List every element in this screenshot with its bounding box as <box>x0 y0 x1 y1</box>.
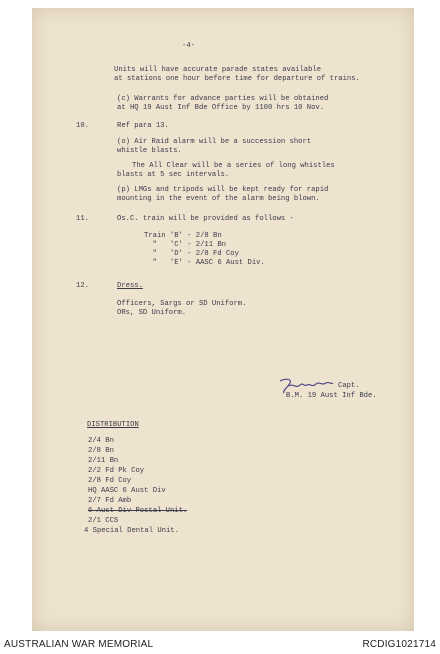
para-number: 10. <box>76 122 89 130</box>
distribution-item: 2/8 Fd Coy <box>88 477 132 485</box>
distribution-heading: DISTRIBUTION <box>87 421 139 429</box>
distribution-item: 2/8 Bn <box>88 447 114 455</box>
para-line: Ref para 13. <box>117 122 169 130</box>
train-row: " 'E' - AASC 6 Aust Div. <box>144 259 265 267</box>
distribution-item: 4 Special Dental Unit. <box>84 527 179 535</box>
para-line: (p) LMGs and tripods will be kept ready for rapid <box>117 186 329 194</box>
archive-footer <box>0 636 440 654</box>
para-line: The All Clear will be a series of long whistles <box>132 162 335 170</box>
archive-reference: RCDIG1021714 <box>362 639 436 650</box>
distribution-item: 2/4 Bn <box>88 437 114 445</box>
para-line: Os.C. train will be provided as follows - <box>117 215 294 223</box>
para-line: (o) Air Raid alarm will be a succession short <box>117 138 312 146</box>
archive-name: AUSTRALIAN WAR MEMORIAL <box>4 639 154 650</box>
train-row: Train 'B' - 2/8 Bn <box>144 232 222 240</box>
distribution-item: 2/7 Fd Amb <box>88 497 132 505</box>
para-line: (c) Warrants for advance parties will be obtained <box>117 95 329 103</box>
train-row: " 'D' - 2/8 Fd Coy <box>144 250 239 258</box>
document-page <box>32 8 414 631</box>
page-number: -4- <box>182 42 195 50</box>
para-heading: Dress. <box>117 282 143 290</box>
para-number: 12. <box>76 282 89 290</box>
para-line: at HQ 19 Aust Inf Bde Office by 1100 hrs 10 Nov. <box>117 104 325 112</box>
distribution-item: 2/11 Bn <box>88 457 119 465</box>
train-row: " 'C' - 2/11 Bn <box>144 241 226 249</box>
para-line: mounting in the event of the alarm being blown. <box>117 195 320 203</box>
signature-title: Capt. <box>338 382 360 390</box>
signature-unit: B.M. 19 Aust Inf Bde. <box>286 392 377 400</box>
para-line: Units will have accurate parade states available <box>114 66 322 74</box>
para-number: 11. <box>76 215 89 223</box>
para-line: whistle blasts. <box>117 147 182 155</box>
distribution-item: 2/2 Fd Pk Coy <box>88 467 145 475</box>
distribution-item: HQ AASC 6 Aust Div <box>88 487 166 495</box>
para-line: Officers, Sargs or SD Uniform. <box>117 300 247 308</box>
distribution-item-struck: 6 Aust Div Postal Unit. <box>88 507 188 515</box>
para-line: at stations one hour before time for departure of trains. <box>114 75 360 83</box>
para-line: blasts at 5 sec intervals. <box>117 171 230 179</box>
para-line: ORs, SD Uniform. <box>117 309 187 317</box>
distribution-item: 2/1 CCS <box>88 517 119 525</box>
